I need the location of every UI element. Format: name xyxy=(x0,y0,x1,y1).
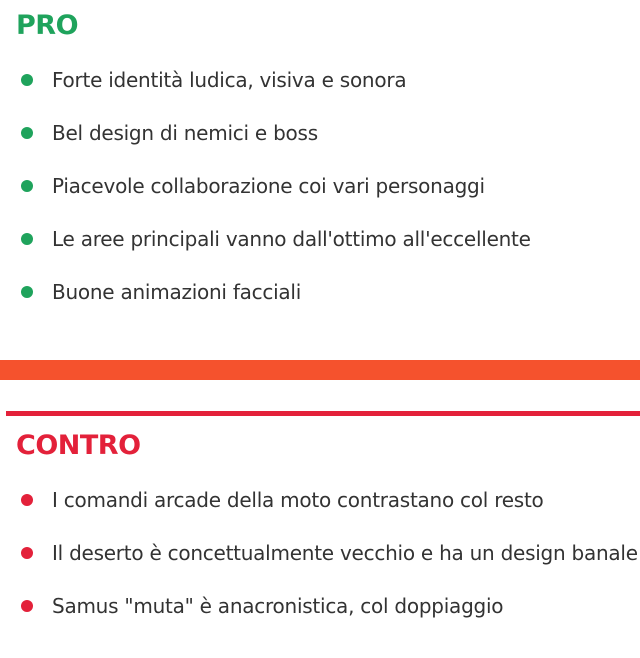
bullet-dot-icon xyxy=(21,547,33,559)
contro-heading: CONTRO xyxy=(16,430,141,461)
pro-item-text: Piacevole collaborazione coi vari personaggi xyxy=(52,174,485,198)
pro-list-item xyxy=(0,223,640,276)
pro-item-text: Forte identità ludica, visiva e sonora xyxy=(52,68,407,92)
contro-list xyxy=(0,484,640,643)
bullet-dot-icon xyxy=(21,127,33,139)
contro-item-text: Samus "muta" è anacronistica, col doppiaggio xyxy=(52,594,504,618)
contro-list-item xyxy=(0,590,640,643)
pro-list-item xyxy=(0,170,640,223)
pro-list xyxy=(0,64,640,329)
bullet-dot-icon xyxy=(21,600,33,612)
pro-item-text: Le aree principali vanno dall'ottimo all'eccellente xyxy=(52,227,531,251)
section-divider-band xyxy=(0,360,640,380)
contro-item-text: I comandi arcade della moto contrastano col resto xyxy=(52,488,544,512)
pro-list-item xyxy=(0,117,640,170)
bullet-dot-icon xyxy=(21,494,33,506)
pro-item-text: Buone animazioni facciali xyxy=(52,280,302,304)
pro-item-text: Bel design di nemici e boss xyxy=(52,121,318,145)
pro-list-item xyxy=(0,64,640,117)
bullet-dot-icon xyxy=(21,180,33,192)
contro-item-text: Il deserto è concettualmente vecchio e ha un design banale xyxy=(52,541,638,565)
contro-list-item xyxy=(0,537,640,590)
contro-list-item xyxy=(0,484,640,537)
contro-top-rule xyxy=(6,411,640,416)
bullet-dot-icon xyxy=(21,286,33,298)
pro-list-item xyxy=(0,276,640,329)
pro-heading: PRO xyxy=(16,10,79,41)
bullet-dot-icon xyxy=(21,74,33,86)
bullet-dot-icon xyxy=(21,233,33,245)
